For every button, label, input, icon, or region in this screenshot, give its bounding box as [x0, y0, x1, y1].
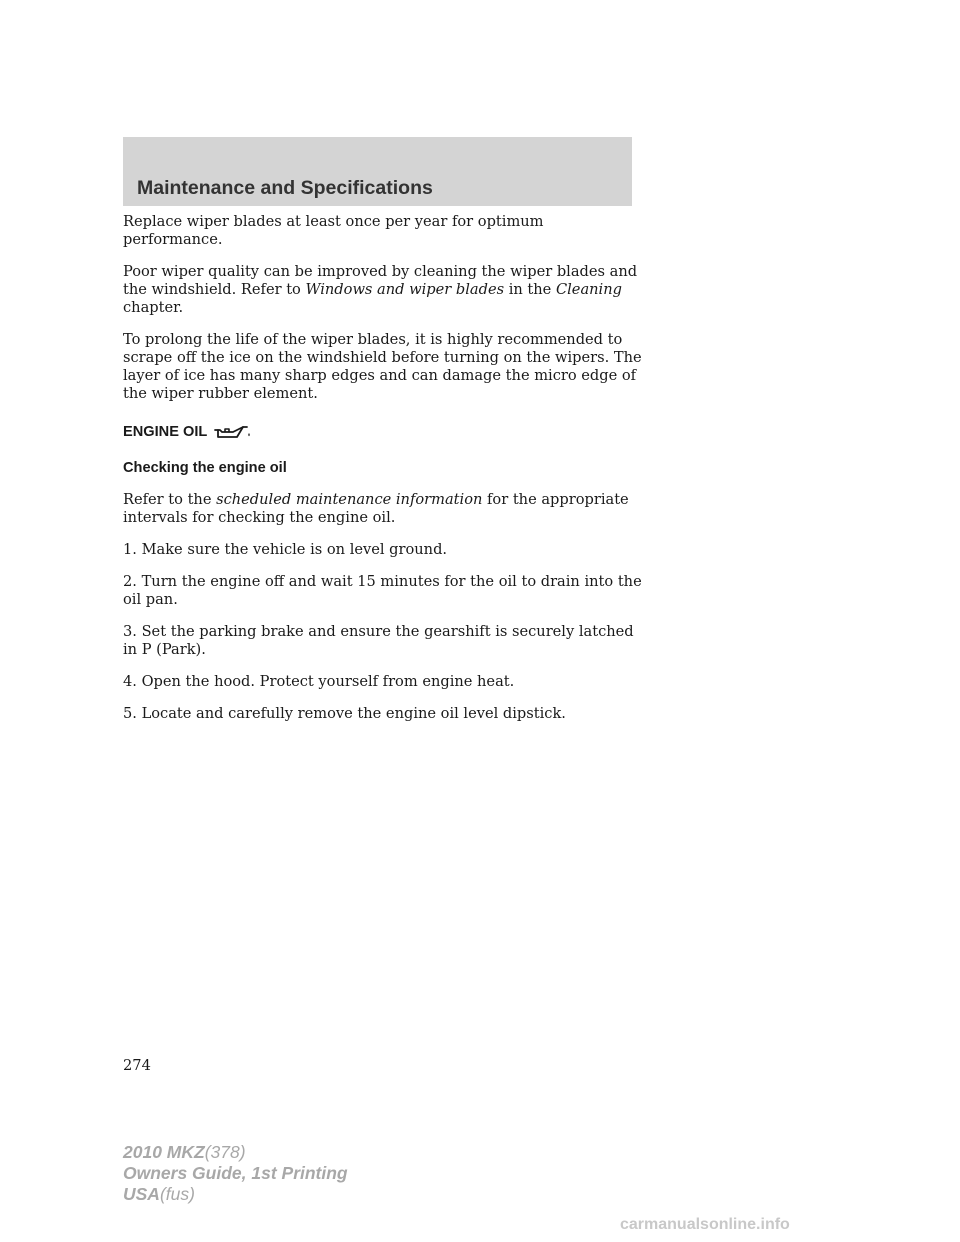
paragraph-wiper-replace: Replace wiper blades at least once per year for optimum performance. [123, 213, 544, 248]
footer-line-region [123, 1184, 348, 1205]
paragraph-text: Poor wiper quality can be improved by cleaning the wiper blades and the windshield. Refer to [123, 263, 638, 298]
footer-line-model [123, 1142, 348, 1163]
cross-reference-windows-wiper-blades: Windows and wiper blades [305, 281, 505, 298]
paragraph-text: Refer to the [123, 491, 217, 508]
cross-reference-scheduled-maintenance: scheduled maintenance information [216, 491, 483, 508]
paragraph-text: for the appropriate intervals for checking the engine oil. [123, 491, 629, 526]
step-item-5: 5. Locate and carefully remove the engine oil level dipstick. [123, 705, 566, 722]
paragraph-wiper-quality [123, 263, 643, 317]
section-header-band [123, 137, 632, 206]
page-number: 274 [123, 1057, 151, 1074]
page-title: Maintenance and Specifications [137, 177, 433, 199]
footer-region-code: (fus) [159, 1184, 195, 1204]
paragraph-refer-schedule [123, 491, 643, 527]
step-item-1: 1. Make sure the vehicle is on level ground. [123, 541, 448, 558]
footer-line-printing: Owners Guide, 1st Printing [123, 1163, 348, 1183]
paragraph-wiper-ice: To prolong the life of the wiper blades, it is highly recommended to scrape off the ice on the windshield before turning on the wipers. The layer of ice has many sharp edges and can damage the micro edge of the wiper rubber element. [123, 331, 642, 402]
paragraph-text: in the [504, 281, 556, 298]
watermark: carmanualsonline.info [620, 1216, 790, 1233]
step-item-3: 3. Set the parking brake and ensure the gearshift is securely latched in P (Park). [123, 623, 634, 658]
step-item-4: 4. Open the hood. Protect yourself from engine heat. [123, 673, 515, 690]
print-footer [123, 1142, 348, 1205]
oil-can-icon [213, 422, 253, 442]
section-heading-text: ENGINE OIL [123, 424, 208, 440]
footer-region: USA [123, 1184, 160, 1204]
paragraph-text: chapter. [123, 299, 184, 316]
footer-model: 2010 MKZ [123, 1142, 205, 1162]
footer-model-code: (378) [204, 1142, 246, 1162]
subheading-checking-oil: Checking the engine oil [123, 460, 287, 476]
cross-reference-cleaning: Cleaning [555, 281, 622, 298]
step-item-2: 2. Turn the engine off and wait 15 minutes for the oil to drain into the oil pan. [123, 573, 642, 608]
section-heading-engine-oil [123, 422, 643, 442]
page-content [123, 213, 643, 737]
